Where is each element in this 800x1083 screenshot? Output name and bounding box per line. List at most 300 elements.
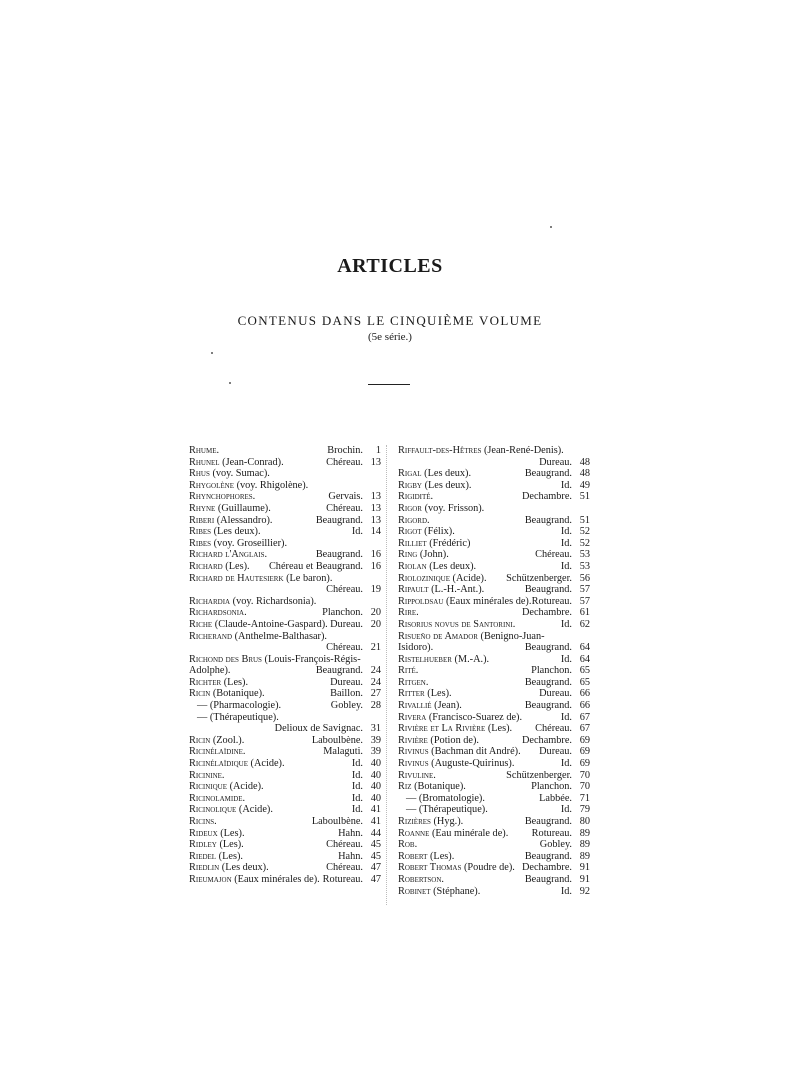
- entry-author: Chéreau et Beaugrand.: [268, 560, 363, 572]
- index-entry: [189, 770, 381, 782]
- entry-detail: (Acide).: [238, 804, 273, 816]
- index-entry: [398, 781, 590, 793]
- entry-detail: (M.-A.).: [454, 653, 490, 665]
- entry-name: Robert: [398, 850, 428, 862]
- entry-page-number: 79: [579, 804, 590, 816]
- index-entry: [189, 631, 381, 654]
- entry-author: Chéreau.: [535, 549, 572, 561]
- entry-detail: (voy. Rhigolène).: [236, 479, 309, 491]
- entry-detail: (Les).: [220, 827, 245, 839]
- index-entry: [189, 561, 381, 573]
- entry-page-number: 45: [370, 850, 381, 862]
- entry-name: Ricinique: [189, 781, 227, 793]
- entry-detail: (Félix).: [424, 526, 455, 538]
- entry-author: Beaugrand.: [524, 700, 572, 712]
- entry-page-number: 52: [579, 537, 590, 549]
- entry-detail: (Bachman dit André).: [431, 746, 521, 758]
- entry-page-number: 41: [370, 816, 381, 827]
- index-entry: [398, 468, 590, 480]
- entry-page-number: 89: [579, 839, 590, 851]
- index-column-left: [189, 445, 381, 886]
- entry-author: Brochin.: [327, 445, 363, 456]
- entry-page-number: 21: [370, 642, 381, 654]
- entry-page-number: 67: [579, 723, 590, 735]
- entry-author: Chéreau.: [326, 584, 363, 596]
- entry-page-number: 45: [370, 839, 381, 851]
- entry-detail: (Les).: [427, 688, 452, 700]
- entry-name: Ritgen.: [398, 676, 429, 688]
- entry-name: Ribes: [189, 537, 212, 549]
- entry-name: Rizières: [398, 816, 431, 827]
- entry-author: Beaugrand.: [524, 850, 572, 862]
- index-entry: [398, 584, 590, 596]
- entry-author: Labbée.: [539, 792, 572, 804]
- entry-author: Beaugrand.: [524, 584, 572, 596]
- entry-detail: (Eau minérale de).: [431, 827, 509, 839]
- index-entry: [189, 828, 381, 840]
- entry-page-number: 20: [370, 618, 381, 630]
- index-entry: [189, 688, 381, 700]
- entry-detail: (Alessandro).: [216, 514, 273, 526]
- entry-page-number: 89: [579, 827, 590, 839]
- entry-name: Robinet: [398, 885, 431, 897]
- entry-detail: (Les).: [219, 839, 244, 851]
- entry-name: Rivinus: [398, 758, 429, 770]
- entry-author: Baillon.: [330, 688, 363, 700]
- entry-detail: (Botanique).: [212, 688, 265, 700]
- index-entry: [189, 735, 381, 747]
- index-entry: [398, 828, 590, 840]
- index-entry: [189, 619, 381, 631]
- index-entry: [398, 758, 590, 770]
- entry-page-number: 65: [579, 676, 590, 688]
- entry-detail: (Francisco-Suarez de).: [428, 711, 523, 723]
- entry-page-number: 62: [579, 618, 590, 630]
- index-entry: [189, 793, 381, 805]
- entry-author: Dechambre.: [521, 862, 572, 874]
- entry-name: Ricinélaïdine.: [189, 746, 246, 758]
- entry-author: Chéreau.: [535, 723, 572, 735]
- entry-author: Laboulbène.: [311, 816, 363, 827]
- entry-author: Id.: [351, 769, 363, 781]
- entry-name: Riolozinique: [398, 572, 450, 584]
- index-entry: [189, 677, 381, 689]
- column-divider: [386, 445, 387, 905]
- entry-author: Chéreau.: [326, 502, 363, 514]
- index-entry: [398, 573, 590, 585]
- entry-name: Risorius novus de Santorini.: [398, 618, 516, 630]
- entry-author: Rotureau.: [531, 595, 572, 607]
- index-entry: [189, 781, 381, 793]
- entry-detail: (Claude-Antoine-Gaspard).: [214, 618, 328, 630]
- index-entry: [398, 596, 590, 608]
- entry-detail: (Auguste-Quirinus).: [431, 758, 515, 770]
- entry-page-number: 39: [370, 734, 381, 746]
- entry-name: Richard: [189, 560, 223, 572]
- entry-page-number: 48: [579, 456, 590, 468]
- entry-name: Richardsonia.: [189, 607, 247, 619]
- entry-author: Id.: [560, 758, 572, 770]
- index-column-right: [398, 445, 590, 897]
- entry-name: Riberi: [189, 514, 215, 526]
- index-entry: [398, 549, 590, 561]
- entry-page-number: 89: [579, 850, 590, 862]
- entry-page-number: 40: [370, 792, 381, 804]
- entry-author: Planchon.: [322, 607, 363, 619]
- entry-page-number: 92: [579, 885, 590, 897]
- entry-detail: (Eaux minérales de).: [234, 873, 320, 885]
- entry-name: Rhus: [189, 468, 210, 480]
- entry-name: Rhygolène: [189, 479, 234, 491]
- entry-author: Id.: [560, 479, 572, 491]
- entry-page-number: 13: [370, 491, 381, 503]
- entry-name: Richerand: [189, 630, 233, 642]
- entry-detail: (Frédéric): [429, 537, 471, 549]
- entry-name: Risueño de Amador: [398, 630, 478, 642]
- index-entry: [189, 874, 381, 886]
- entry-page-number: 80: [579, 816, 590, 827]
- entry-page-number: 13: [370, 456, 381, 468]
- index-entry: [189, 457, 381, 469]
- entry-author: Delioux de Savignac.: [274, 723, 363, 735]
- entry-name: Ricin: [189, 734, 211, 746]
- entry-detail: (Louis-François-Régis-Adolphe).: [189, 653, 361, 677]
- entry-author: Beaugrand.: [315, 665, 363, 677]
- entry-detail: (Jean).: [434, 700, 462, 712]
- index-entry: [398, 515, 590, 527]
- entry-page-number: 39: [370, 746, 381, 758]
- entry-author: Gobley.: [539, 839, 572, 851]
- index-entry: [189, 712, 381, 735]
- entry-detail: (Thérapeutique).: [209, 711, 279, 723]
- entry-name: Rob.: [398, 839, 418, 851]
- page-title: ARTICLES: [337, 255, 443, 277]
- entry-detail: (Eaux minérales de).: [445, 595, 532, 607]
- index-entry: [398, 677, 590, 689]
- entry-author: Id.: [560, 885, 572, 897]
- entry-name: Rivière: [398, 734, 428, 746]
- entry-detail: (Les).: [218, 850, 243, 862]
- page-subtitle: CONTENUS DANS LE CINQUIÈME VOLUME: [237, 313, 543, 328]
- index-entry: [189, 746, 381, 758]
- entry-detail: (Le baron).: [286, 572, 333, 584]
- entry-page-number: 40: [370, 758, 381, 770]
- entry-page-number: 52: [579, 526, 590, 538]
- entry-page-number: 91: [579, 873, 590, 885]
- index-entry: [189, 549, 381, 561]
- entry-author: Chéreau.: [326, 839, 363, 851]
- entry-page-number: 66: [579, 700, 590, 712]
- entry-name: —: [197, 700, 208, 712]
- entry-page-number: 64: [579, 653, 590, 665]
- index-entry: [398, 862, 590, 874]
- index-entry: [398, 886, 590, 898]
- entry-page-number: 66: [579, 688, 590, 700]
- entry-detail: (John).: [419, 549, 449, 561]
- index-entry: [398, 607, 590, 619]
- entry-detail: (Les).: [223, 676, 249, 688]
- index-entry: [398, 503, 590, 515]
- entry-detail: (Benigno-Juan-Isidoro).: [398, 630, 545, 654]
- entry-name: Riffault-des-Hêtres: [398, 445, 482, 456]
- entry-author: Chéreau.: [326, 456, 363, 468]
- index-entry: [189, 491, 381, 503]
- entry-author: Laboulbène.: [311, 734, 363, 746]
- entry-page-number: 14: [370, 526, 381, 538]
- entry-page-number: 27: [370, 688, 381, 700]
- entry-page-number: 53: [579, 560, 590, 572]
- entry-author: Planchon.: [531, 781, 572, 793]
- entry-author: Dechambre.: [521, 607, 572, 619]
- entry-detail: (Acide).: [229, 781, 264, 793]
- entry-name: —: [406, 792, 417, 804]
- index-entry: [189, 445, 381, 457]
- entry-page-number: 64: [579, 642, 590, 654]
- index-entry: [189, 480, 381, 492]
- entry-name: Richard de Hautesierk: [189, 572, 284, 584]
- entry-author: Id.: [560, 653, 572, 665]
- index-entry: [189, 804, 381, 816]
- entry-detail: (Acide).: [452, 572, 487, 584]
- index-entry: [398, 874, 590, 886]
- index-entry: [189, 538, 381, 550]
- entry-detail: (Les deux).: [424, 468, 472, 480]
- entry-name: Roanne: [398, 827, 430, 839]
- entry-page-number: 41: [370, 804, 381, 816]
- entry-detail: (Stéphane).: [433, 885, 481, 897]
- entry-name: Ritter: [398, 688, 425, 700]
- index-entry: [398, 654, 590, 666]
- entry-author: Id.: [560, 526, 572, 538]
- entry-page-number: 16: [370, 560, 381, 572]
- entry-page-number: 51: [579, 514, 590, 526]
- entry-name: Richardia: [189, 595, 231, 607]
- entry-page-number: 13: [370, 514, 381, 526]
- entry-name: Rivière et La Rivière: [398, 723, 486, 735]
- entry-author: Beaugrand.: [524, 816, 572, 827]
- entry-page-number: 24: [370, 676, 381, 688]
- entry-page-number: 40: [370, 781, 381, 793]
- entry-name: Rigal: [398, 468, 422, 480]
- index-entry: [398, 839, 590, 851]
- index-entry: [189, 758, 381, 770]
- index-entry: [398, 480, 590, 492]
- entry-author: Beaugrand.: [524, 873, 572, 885]
- entry-author: Id.: [560, 537, 572, 549]
- index-entry: [398, 688, 590, 700]
- entry-name: Ripault: [398, 584, 429, 596]
- entry-detail: (Les deux).: [221, 862, 269, 874]
- entry-page-number: 67: [579, 711, 590, 723]
- index-entry: [398, 723, 590, 735]
- entry-name: Rhunel: [189, 456, 220, 468]
- entry-author: Beaugrand.: [524, 514, 572, 526]
- entry-name: Riedel: [189, 850, 217, 862]
- entry-name: Rideux: [189, 827, 218, 839]
- entry-name: Rigby: [398, 479, 422, 491]
- entry-name: —: [406, 804, 417, 816]
- entry-name: Rité.: [398, 665, 419, 677]
- entry-author: Chéreau.: [326, 862, 363, 874]
- entry-author: Rotureau.: [531, 827, 572, 839]
- entry-page-number: 19: [370, 584, 381, 596]
- entry-author: Hahn.: [338, 827, 363, 839]
- entry-author: Id.: [351, 804, 363, 816]
- entry-author: Gobley.: [330, 700, 363, 712]
- index-entry: [398, 770, 590, 782]
- print-speck: [550, 226, 552, 228]
- entry-name: Riedlin: [189, 862, 220, 874]
- entry-page-number: 53: [579, 549, 590, 561]
- entry-page-number: 16: [370, 549, 381, 561]
- entry-name: Rire.: [398, 607, 419, 619]
- entry-page-number: 70: [579, 769, 590, 781]
- index-entry: [398, 735, 590, 747]
- entry-name: Robert Thomas: [398, 862, 462, 874]
- entry-page-number: 69: [579, 746, 590, 758]
- entry-detail: (Les).: [429, 850, 455, 862]
- entry-author: Beaugrand.: [315, 514, 363, 526]
- entry-page-number: 44: [370, 827, 381, 839]
- entry-name: Rippoldsau: [398, 595, 444, 607]
- index-entry: [398, 700, 590, 712]
- entry-page-number: 56: [579, 572, 590, 584]
- entry-name: Ricinélaïdique: [189, 758, 248, 770]
- index-entry: [398, 445, 590, 468]
- entry-detail: (voy. Groseillier).: [213, 537, 288, 549]
- entry-name: Richond des Brus: [189, 653, 262, 665]
- entry-author: Id.: [351, 526, 363, 538]
- print-speck: [211, 352, 213, 354]
- entry-page-number: 20: [370, 607, 381, 619]
- entry-author: Dureau.: [539, 456, 572, 468]
- entry-author: Dureau.: [539, 746, 572, 758]
- entry-author: Beaugrand.: [524, 642, 572, 654]
- entry-detail: (Thérapeutique).: [418, 804, 488, 816]
- entry-name: Ridley: [189, 839, 217, 851]
- index-entry: [189, 596, 381, 608]
- entry-detail: (voy. Frisson).: [424, 502, 485, 514]
- entry-detail: (voy. Sumac).: [212, 468, 270, 480]
- index-entry: [398, 538, 590, 550]
- entry-page-number: 65: [579, 665, 590, 677]
- entry-page-number: 70: [579, 781, 590, 793]
- entry-author: Id.: [351, 792, 363, 804]
- entry-name: Rivallié: [398, 700, 432, 712]
- entry-name: Rilliet: [398, 537, 427, 549]
- title-rule: [368, 384, 410, 385]
- entry-name: Rieumajon: [189, 873, 232, 885]
- entry-name: Riz: [398, 781, 412, 793]
- entry-author: Chéreau.: [326, 642, 363, 654]
- entry-name: Rivuline.: [398, 769, 436, 781]
- series-note: (5e série.): [368, 331, 412, 343]
- entry-name: Ricinolique: [189, 804, 237, 816]
- entry-author: Gervais.: [328, 491, 363, 503]
- entry-page-number: 91: [579, 862, 590, 874]
- entry-page-number: 49: [579, 479, 590, 491]
- entry-author: Beaugrand.: [524, 468, 572, 480]
- entry-name: Richter: [189, 676, 222, 688]
- entry-name: Riche: [189, 618, 213, 630]
- entry-page-number: 57: [579, 584, 590, 596]
- entry-author: Planchon.: [531, 665, 572, 677]
- entry-author: Malaguti.: [323, 746, 363, 758]
- entry-name: Ribes: [189, 526, 212, 538]
- entry-author: Hahn.: [338, 850, 363, 862]
- entry-name: Ring: [398, 549, 418, 561]
- index-entry: [398, 491, 590, 503]
- entry-page-number: 47: [370, 862, 381, 874]
- entry-detail: (Les deux).: [424, 479, 472, 491]
- index-entry: [189, 468, 381, 480]
- entry-name: Rigor: [398, 502, 422, 514]
- entry-detail: (Les).: [487, 723, 513, 735]
- entry-page-number: 1: [375, 445, 381, 456]
- entry-author: Dureau.: [330, 676, 363, 688]
- index-entry: [189, 607, 381, 619]
- index-entry: [398, 746, 590, 758]
- index-entry: [189, 851, 381, 863]
- entry-detail: (Les deux).: [429, 560, 477, 572]
- entry-page-number: 51: [579, 491, 590, 503]
- index-entry: [398, 526, 590, 538]
- entry-page-number: 13: [370, 502, 381, 514]
- entry-author: Beaugrand.: [315, 549, 363, 561]
- entry-page-number: 71: [579, 792, 590, 804]
- index-entry: [398, 804, 590, 816]
- entry-author: Id.: [560, 560, 572, 572]
- entry-detail: (Botanique).: [414, 781, 466, 793]
- entry-author: Id.: [351, 758, 363, 770]
- index-entry: [398, 793, 590, 805]
- entry-detail: (Jean-Conrad).: [222, 456, 284, 468]
- entry-author: Beaugrand.: [524, 676, 572, 688]
- entry-name: Richard l'Anglais.: [189, 549, 268, 561]
- entry-author: Id.: [560, 711, 572, 723]
- index-entry: [189, 839, 381, 851]
- entry-author: Id.: [560, 804, 572, 816]
- entry-page-number: 57: [579, 595, 590, 607]
- entry-page-number: 40: [370, 769, 381, 781]
- entry-page-number: 61: [579, 607, 590, 619]
- entry-page-number: 69: [579, 758, 590, 770]
- index-entry: [189, 503, 381, 515]
- entry-author: Dechambre.: [521, 491, 572, 503]
- index-entry: [398, 712, 590, 724]
- entry-author: Dureau.: [330, 618, 363, 630]
- entry-author: Dureau.: [539, 688, 572, 700]
- entry-page-number: 47: [370, 873, 381, 885]
- entry-page-number: 69: [579, 734, 590, 746]
- entry-name: —: [197, 711, 208, 723]
- index-entry: [398, 631, 590, 654]
- entry-name: Ricin: [189, 688, 211, 700]
- entry-author: Id.: [560, 618, 572, 630]
- entry-name: Rhynchophores.: [189, 491, 256, 503]
- index-entry: [398, 665, 590, 677]
- entry-detail: (Les deux).: [213, 526, 261, 538]
- entry-detail: (Bromatologie).: [418, 792, 485, 804]
- entry-detail: (Acide).: [250, 758, 285, 770]
- index-entry: [189, 526, 381, 538]
- entry-name: Rigord.: [398, 514, 430, 526]
- entry-detail: (Anthelme-Balthasar).: [234, 630, 327, 642]
- entry-author: Rotureau.: [322, 873, 363, 885]
- entry-page-number: 31: [370, 723, 381, 735]
- entry-name: Robertson.: [398, 873, 444, 885]
- entry-page-number: 28: [370, 700, 381, 712]
